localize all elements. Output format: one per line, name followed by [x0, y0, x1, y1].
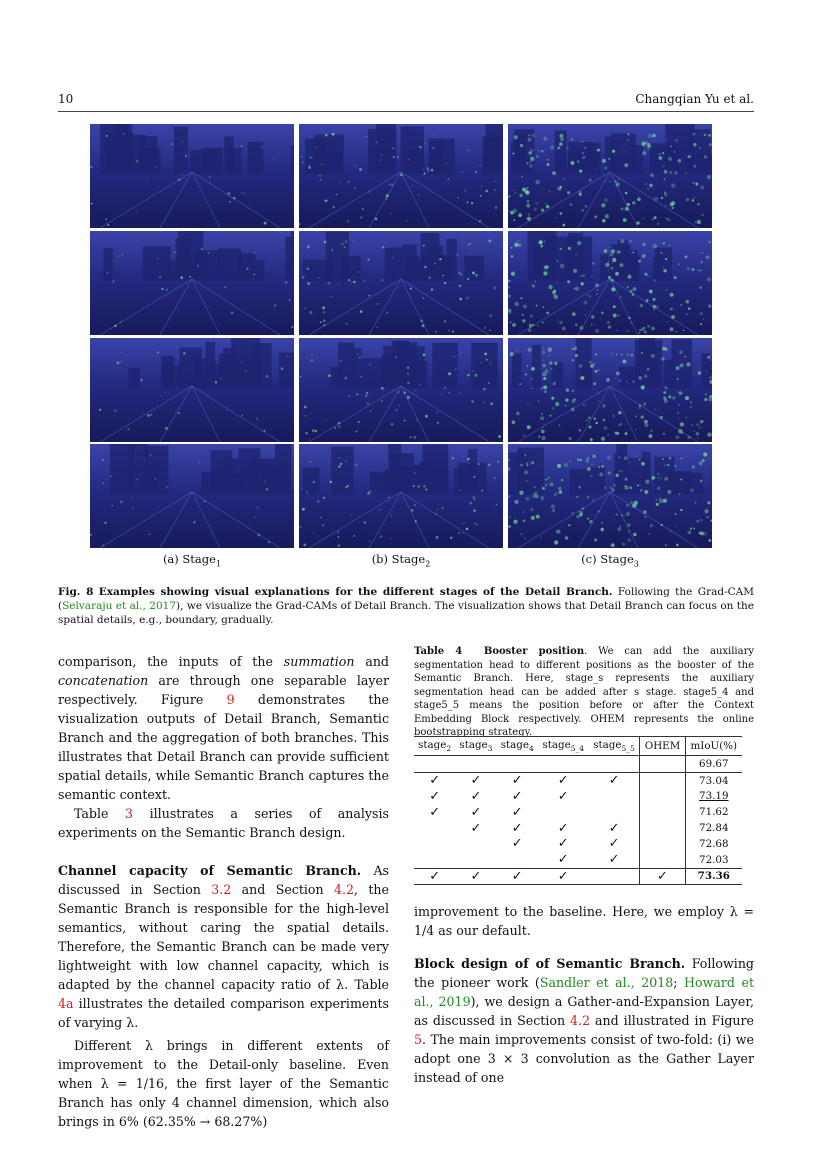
subcaption-b: (b) Stage$_2$: [371, 552, 431, 569]
table-cell: [640, 820, 685, 836]
table-cell: ✓: [511, 820, 523, 836]
figure-ref-link[interactable]: 5: [414, 1032, 423, 1047]
table-cell: 73.04: [685, 772, 742, 788]
table-cell: ✓: [557, 852, 569, 868]
table-cell: [497, 852, 538, 868]
table-cell: ✓: [429, 788, 441, 804]
table-cell: [497, 756, 538, 773]
table-cell: [640, 804, 685, 820]
gradcam-image: [299, 231, 503, 335]
header-rule: [58, 111, 754, 112]
table-cell: [455, 756, 496, 773]
figure-caption: Fig. 8 Examples showing visual explanations for the different stages of the Detail Branch. Following the Grad-CAM (Selvaraju et al., 2017), we visualize the Grad-CAMs of Detail Branch. The visualization shows that Detail Branch can focus on the spatial details, e.g., boundary, gradually.: [58, 586, 755, 626]
table-caption: Table 4 Booster position. We can add the auxiliary segmentation head to different positions as the booster of the Semantic Branch. Here, stage_s represents the auxiliary segmentation head can be added after s stage. stage5_4 and stage5_5 means the position before or after the Context Embedding Block respectively. OHEM represents the online bootstrapping strategy.: [414, 646, 755, 738]
section-paragraph: Block design of of Semantic Branch. Following the pioneer work (Sandler et al., 2018; Howard et al., 2019), we design a Gather-and-Expansion Layer, as discussed in Section 4.2 and illustrated in Figure 5. The main improvements consist of two-fold: (i) we adopt one 3 × 3 convolution as the Gather Layer instead of one: [414, 956, 755, 1085]
table-cell: ✓: [608, 820, 620, 836]
booster-table: [414, 736, 742, 885]
table-cell: [589, 756, 640, 773]
table-row: [414, 836, 742, 852]
table-cell: ✓: [455, 868, 496, 885]
table-cell: [414, 852, 455, 868]
running-author: Changqian Yu et al.: [635, 92, 754, 106]
table-cell: [589, 789, 640, 805]
table-cell: ✓: [640, 868, 685, 885]
section-ref-link[interactable]: 4.2: [333, 882, 355, 897]
subcaption-c: (c) Stage$_3$: [581, 552, 639, 569]
gradcam-image: [90, 338, 294, 442]
table-cell: [414, 820, 455, 836]
subcaption-a: (a) Stage$_1$: [162, 552, 222, 569]
gradcam-image: [508, 124, 712, 228]
table-header-cell: stage$_2$: [414, 737, 455, 756]
paragraph: comparison, the inputs of the summation and concatenation are through one separable layer respectively. Figure 9 demonstrates the visualization outputs of Detail Branch, Semantic Branch and the aggregation of both branches. This illustrates that Detail Branch can provide sufficient spatial details, while Semantic Branch captures the semantic context.: [58, 654, 389, 802]
table-cell: ✓: [511, 804, 523, 820]
gradcam-image: [299, 338, 503, 442]
table-cell: [640, 772, 685, 788]
gradcam-image: [508, 444, 712, 548]
gradcam-image: [90, 444, 294, 548]
table-cell: 73.36: [685, 868, 742, 885]
table-cell: 71.62: [685, 804, 742, 820]
table-cell: [640, 756, 685, 773]
table-cell: 72.84: [685, 820, 742, 836]
table-cell: [640, 836, 685, 852]
section-paragraph: Channel capacity of Semantic Branch. As discussed in Section 3.2 and Section 4.2, the Semantic Branch is responsible for the high-level semantics, without caring the spatial details. Therefore, the Semantic Branch can be made very lightweight with low channel capacity, which is adapted by the channel capacity ratio of λ. Table 4a illustrates the detailed comparison experiments of varying λ.: [58, 863, 390, 1030]
table-cell: [538, 756, 589, 773]
table-cell: [640, 789, 685, 805]
table-cell: ✓: [470, 820, 482, 836]
citation-link[interactable]: Sandler et al., 2018: [539, 975, 674, 990]
table-cell: ✓: [511, 773, 523, 789]
table-cell: [589, 804, 640, 820]
paragraph: Different λ brings in different extents of improvement to the Detail-only baseline. Even when λ = 1/16, the first layer of the Semantic Branch has only 4 channel dimension, which also brings in 6% (62.35% → 68.27%): [58, 1038, 389, 1129]
table-row: [414, 820, 742, 836]
table-cell: ✓: [557, 788, 569, 804]
gradcam-image: [508, 338, 712, 442]
table-cell: ✓: [511, 788, 523, 804]
citation-link[interactable]: Howard et al., 2019: [414, 975, 755, 1009]
section-heading: Channel capacity of Semantic Branch.: [58, 863, 362, 878]
gradcam-image: [90, 124, 294, 228]
table-cell: [414, 756, 455, 773]
gradcam-image: [90, 231, 294, 335]
table-cell: ✓: [557, 820, 569, 836]
paragraph: Table 3 illustrates a series of analysis experiments on the Semantic Branch design.: [58, 806, 389, 840]
table-cell: ✓: [429, 804, 441, 820]
table-cell: ✓: [511, 836, 523, 852]
table-cell: [455, 836, 496, 852]
table-header-cell: stage$_{5\_5}$: [589, 737, 640, 756]
table-header-cell: mIoU(%): [685, 737, 742, 756]
table-row: [414, 852, 742, 868]
paragraph: improvement to the baseline. Here, we employ λ = 1/4 as our default.: [414, 904, 754, 938]
table-row: [414, 789, 742, 805]
table-cell: ✓: [608, 852, 620, 868]
table-cell: [414, 836, 455, 852]
gradcam-image: [299, 444, 503, 548]
table-cell: ✓: [608, 836, 620, 852]
section-ref-link[interactable]: 4.2: [570, 1013, 591, 1028]
left-column: [58, 652, 389, 1131]
table-row: [414, 772, 742, 788]
table-cell: ✓: [557, 836, 569, 852]
table-header-cell: stage$_3$: [455, 737, 496, 756]
page-number: 10: [58, 92, 74, 106]
table-cell: ✓: [429, 773, 441, 789]
table-row: [414, 756, 742, 773]
table-header-cell: OHEM: [640, 737, 685, 756]
table-cell: [455, 852, 496, 868]
table-cell: 69.67: [685, 756, 742, 773]
table-cell: ✓: [538, 868, 589, 885]
table-cell: ✓: [414, 868, 455, 885]
table-cell: ✓: [470, 773, 482, 789]
figure-ref-link[interactable]: 9: [226, 692, 235, 707]
table-cell: [538, 804, 589, 820]
table-cell: 72.68: [685, 836, 742, 852]
table-cell: ✓: [497, 868, 538, 885]
table-row: [414, 868, 742, 885]
table-ref-link[interactable]: 4a: [58, 996, 74, 1011]
table-cell: ✓: [608, 773, 620, 789]
citation-link[interactable]: Selvaraju et al., 2017: [62, 600, 176, 612]
right-column: [414, 902, 754, 1087]
table-cell: ✓: [470, 788, 482, 804]
table-row: [414, 804, 742, 820]
table-cell: ✓: [470, 804, 482, 820]
gradcam-image: [299, 124, 503, 228]
table-cell: 72.03: [685, 852, 742, 868]
table-header-cell: stage$_4$: [497, 737, 538, 756]
table-cell: 73.19: [685, 789, 742, 805]
section-ref-link[interactable]: 3.2: [211, 882, 232, 897]
table-cell: [640, 852, 685, 868]
gradcam-image: [508, 231, 712, 335]
table-header-cell: stage$_{5\_4}$: [538, 737, 589, 756]
table-cell: ✓: [557, 773, 569, 789]
table-ref-link[interactable]: 3: [125, 806, 134, 821]
table-cell: [589, 868, 640, 885]
section-heading: Block design of of Semantic Branch.: [414, 956, 686, 971]
